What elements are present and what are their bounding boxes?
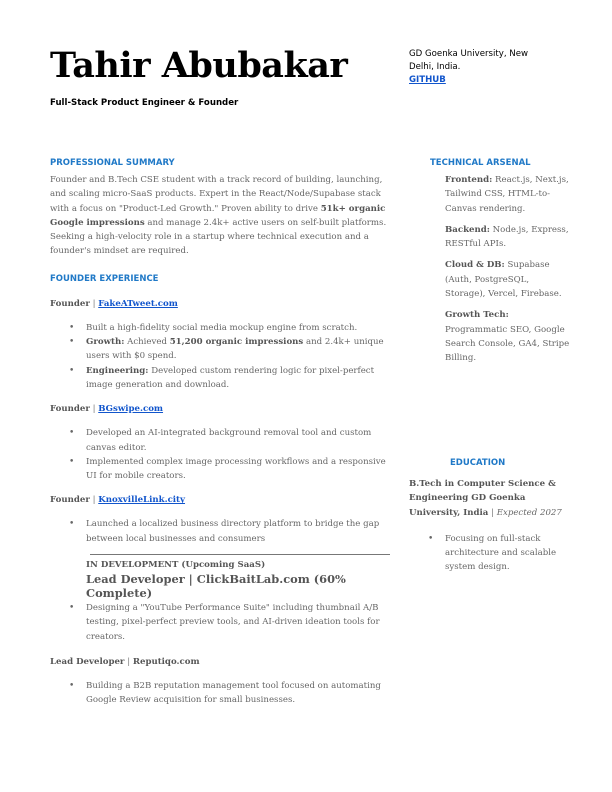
summary-text-part: Founder and B.Tech CSE student with a track record of building, launching, and scaling micro-SaaS products. Expert in the React/Node/Supabase stack with a focus on "Product-Led Growth." Proven ability to drive [50, 175, 383, 214]
bullet-text: Designing a "YouTube Performance Suite" including thumbnail A/B testing, pixel-perfect preview tools, and AI-driven ideation tools for creators. [86, 603, 380, 642]
list-item [86, 455, 395, 484]
education-heading: EDUCATION [450, 458, 506, 468]
summary-text [50, 173, 395, 259]
summary-heading: PROFESSIONAL SUMMARY [50, 158, 175, 168]
skill-label: Cloud & DB: [445, 260, 505, 271]
list-item [86, 517, 395, 546]
company-name-reputiqo: Reputiqo.com [132, 656, 200, 667]
bullet-text: Built a high-fidelity social media mockup engine from scratch. [86, 322, 358, 333]
bullet-text: Building a B2B reputation management tool focused on automating Google Review acquisition for small businesses. [86, 680, 381, 706]
bullet-text: Developed custom rendering logic for pixel-perfect image generation and download. [86, 365, 375, 390]
education-bullets [445, 532, 569, 575]
skills-heading: TECHNICAL ARSENAL [430, 158, 531, 168]
separator: | [89, 298, 99, 309]
bullet-lead: Engineering: [86, 365, 149, 376]
skill-value: Node.js, Express, RESTful APIs. [445, 224, 569, 250]
divider [90, 554, 390, 555]
main-column [50, 158, 395, 708]
bullet-text: Launched a localized business directory platform to bridge the gap between local businesses and consumers [86, 519, 380, 544]
skill-frontend [445, 173, 570, 216]
experience-heading: FOUNDER EXPERIENCE [50, 273, 159, 284]
list-item [86, 426, 395, 455]
job-role: Lead Developer [50, 656, 125, 667]
job-bullets [86, 517, 395, 546]
list-item [86, 364, 395, 393]
job-title-bgswipe [50, 404, 395, 414]
bullet-text: and 2.4k+ unique users with $0 spend. [86, 337, 384, 362]
github-link[interactable]: GITHUB [409, 75, 446, 85]
bullet-text: Achieved [124, 337, 170, 348]
list-item [86, 601, 395, 644]
bullet-text: Focusing on full-stack architecture and scalable system design. [445, 533, 557, 573]
separator: | [89, 404, 99, 415]
job-bullets [86, 679, 395, 708]
bullet-text: Developed an AI-integrated background removal tool and custom canvas editor. [86, 428, 372, 453]
candidate-title: Full-Stack Product Engineer & Founder [50, 98, 239, 108]
degree-text: B.Tech in Computer Science & Engineering GD Goenka University, India [409, 479, 556, 518]
skill-label: Frontend: [445, 175, 493, 185]
in-development-title: Lead Developer | ClickBaitLab.com (60% Complete) [86, 572, 346, 601]
skill-value: Supabase (Auth, PostgreSQL, Storage), Vercel, Firebase. [445, 260, 562, 300]
skill-cloud-db [445, 258, 570, 301]
bullet-highlight: 51,200 organic impressions [169, 337, 304, 348]
education-section [409, 458, 569, 575]
summary-text-part: and manage 2.4k+ active users on self-built platforms. Seeking a high-velocity role in a startup where technical execution and a founder's mindset are required. [50, 217, 387, 257]
summary-highlight: 51k+ organic Google impressions [50, 203, 386, 228]
list-item [86, 321, 395, 335]
company-link-bgswipe[interactable]: BGswipe.com [98, 404, 164, 415]
job-role: Founder [50, 404, 90, 415]
skills-column [430, 158, 570, 366]
separator: | [124, 656, 133, 667]
job-title-reputiqo [50, 657, 395, 667]
job-role: Founder [50, 298, 90, 309]
candidate-name: Tahir Abubakar [50, 45, 348, 86]
education-degree [409, 477, 569, 520]
skill-backend [445, 223, 570, 252]
list-item [445, 532, 569, 575]
job-title-knoxvillelink [50, 495, 395, 505]
skill-label: Backend: [445, 224, 490, 235]
job-bullets [86, 321, 395, 392]
job-bullets [86, 426, 395, 483]
location-line-1: GD Goenka University, New [409, 49, 529, 59]
skill-value: Programmatic SEO, Google Search Console, GA4, Stripe Billing. [445, 324, 570, 364]
list-item [86, 335, 395, 364]
in-development-tag: IN DEVELOPMENT (Upcoming SaaS) [86, 560, 266, 571]
job-bullets [86, 601, 395, 644]
separator: | [89, 495, 99, 506]
job-title-fakeatweet [50, 299, 395, 309]
list-item [86, 679, 395, 708]
company-link-knoxvillelink[interactable]: KnoxvilleLink.city [98, 495, 186, 506]
separator: | [488, 507, 497, 518]
skill-value: React.js, Next.js, Tailwind CSS, HTML-to-Canvas rendering. [445, 175, 569, 214]
contact-block [409, 48, 559, 87]
company-link-fakeatweet[interactable]: FakeATweet.com [98, 298, 178, 309]
skill-growth-tech [445, 308, 570, 365]
skill-label: Growth Tech: [445, 310, 509, 321]
expected-date: Expected 2027 [496, 507, 562, 518]
bullet-text: Implemented complex image processing workflows and a responsive UI for mobile creators. [86, 456, 386, 482]
job-role: Founder [50, 495, 90, 506]
bullet-lead: Growth: [86, 337, 125, 348]
location-line-2: Delhi, India. [409, 62, 461, 72]
